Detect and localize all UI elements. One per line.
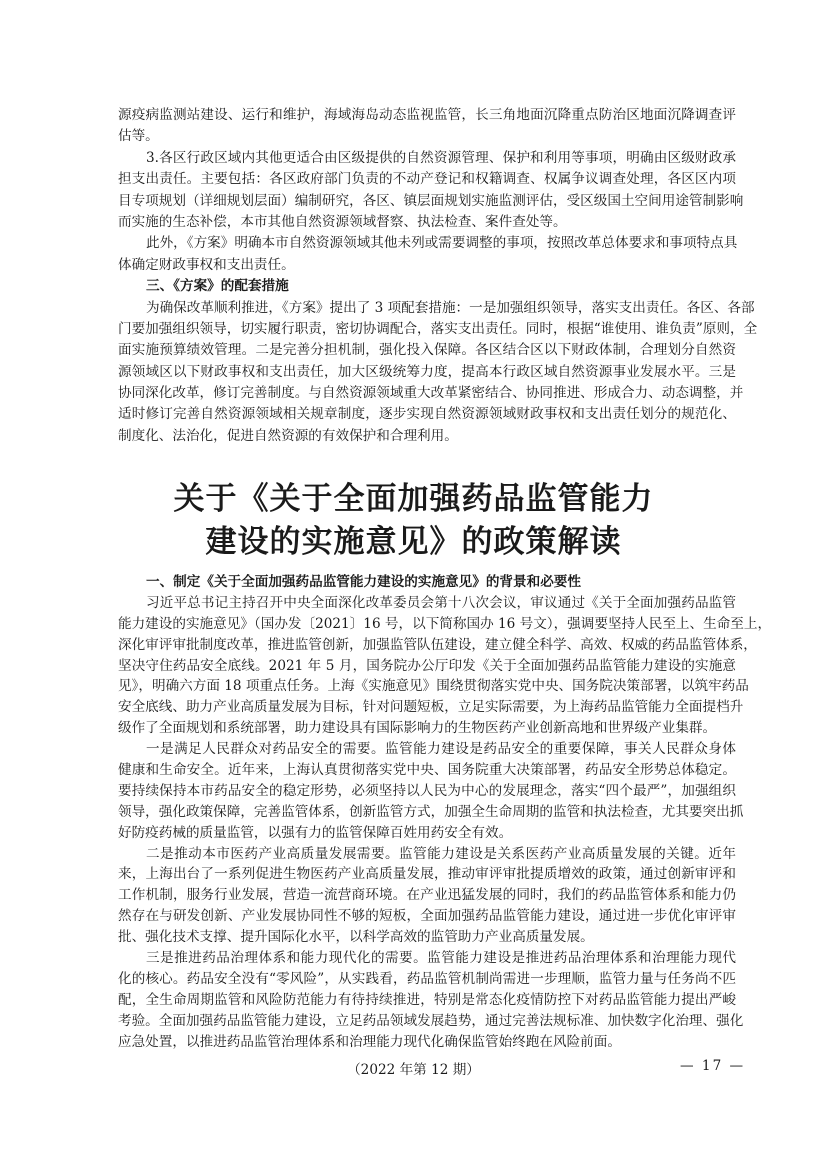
paragraph [118,105,736,148]
text-line: 习近平总书记主持召开中央全面深化改革委员会第十八次会议，审议通过《关于全面加强药品监管 [146,594,736,611]
text-line: 此外，《方案》明确本市自然资源领域其他未列或需要调整的事项，按照改革总体要求和事项特点具 [146,235,738,252]
issue-label: （2022 年第 12 期） [347,1062,480,1078]
text-line: 目专项规划（详细规划层面）编制研究，各区、镇层面规划实施监测评估，受区级国土空间用途管制影响 [118,192,744,209]
paragraph [118,844,736,948]
text-line: 应急处置，以推进药品监管治理体系和治理能力现代化确保监管始终跑在风险前面。 [118,1033,621,1050]
text-line: 体确定财政事权和支出责任。 [118,256,295,273]
text-line: 适时修订完善自然资源领域相关规章制度，逐步实现自然资源领域财政事权和支出责任划分的规范化、 [118,406,736,423]
text-line: 见》，明确六方面 18 项重点任务。上海《实施意见》围绕贯彻落实党中央、国务院决策部署，以筑牢药品 [118,678,749,695]
text-line: 深化审评审批制度改革，推进监管创新，加强监管队伍建设，建立健全科学、高效、权威的药品监管体系， [118,636,757,653]
paragraph [118,298,758,448]
text-line: 而实施的生态补偿，本市其他自然资源领域督察、执法检查、案件查处等。 [118,213,567,230]
text-line: 考验。全面加强药品监管能力建设，立足药品领域发展趋势，通过完善法规标准、加快数字化治理、强化 [118,1012,744,1029]
paragraph [118,948,744,1052]
text-line: 化的核心。药品安全没有“零风险”，从实践看，药品监管机制尚需进一步理顺，监管力量与任务尚不匹 [118,970,736,987]
paragraph [118,233,736,276]
paragraph [118,593,772,739]
text-line: 批、强化技术支撑、提升国际化水平，以科学高效的监管助力产业高质量发展。 [118,929,594,946]
text-line: 健康和生命安全。近年来，上海认真贯彻落实党中央、国务院重大决策部署，药品安全形势总体稳定。 [118,762,736,779]
article-title-line: 关于《关于全面加强药品监管能力 [173,481,654,517]
text-line: 好防疫药械的质量监管，以强有力的监管保障百姓用药安全有效。 [118,824,513,841]
text-line: 级作了全面规划和系统部署，助力建设具有国际影响力的生物医药产业创新高地和世界级产业集群。 [118,720,717,737]
section-heading: 一、制定《关于全面加强药品监管能力建设的实施意见》的背景和必要性 [146,574,581,590]
text-line: 源领域区以下财政事权和支出责任，加大区级统筹力度，提高本行政区域自然资源事业发展水平。三是 [118,363,736,380]
text-line: 领导，强化政策保障，完善监管体系，创新监管方式，加强全生命周期的监管和执法检查，尤其要突出抓 [118,803,744,820]
text-line: 3.各区行政区域内其他更适合由区级提供的自然资源管理、保护和利用等事项，明确由区级财政承 [146,149,736,166]
paragraph [118,739,744,843]
text-line: 要持续保持本市药品安全的稳定形势，必须坚持以人民为中心的发展理念，落实“四个最严”，加强组织 [118,782,736,799]
section-heading: 三、《方案》的配套措施 [146,278,289,295]
text-line: 安全底线、助力产业高质量发展为目标，针对问题短板，立足实际需要，为上海药品监管能力全面提档升 [118,699,744,716]
text-line: 来，上海出台了一系列促进生物医药产业高质量发展，推动审评审批提质增效的政策，通过创新审评和 [118,866,736,883]
article-title [0,478,827,564]
page-number: — 17 — [680,1058,746,1074]
text-line: 坚决守住药品安全底线。2021 年 5 月，国务院办公厅印发《关于全面加强药品监管能力建设的实施意 [118,657,736,674]
text-line: 源疫病监测站建设、运行和维护，海域海岛动态监视监管，长三角地面沉降重点防治区地面沉降调查评 [118,107,736,123]
paragraph [118,148,744,234]
text-line: 门要加强组织领导，切实履行职责，密切协调配合，落实支出责任。同时，根据“谁使用、谁负责”原则，全 [118,320,758,337]
article-body [118,572,772,1052]
text-line: 为确保改革顺利推进，《方案》提出了 3 项配套措施：一是加强组织领导，落实支出责任。各区、各部 [146,299,755,316]
text-line: 工作机制，服务行业发展，营造一流营商环境。在产业迅猛发展的同时，我们的药品监管体系和能力仍 [118,887,736,904]
text-line: 一是满足人民群众对药品安全的需要。监管能力建设是药品安全的重要保障，事关人民群众身体 [146,741,736,758]
previous-article-continuation [118,105,758,447]
text-line: 协同深化改革，修订完善制度。与自然资源领域重大改革紧密结合、协同推进、形成合力、动态调整，并 [118,385,744,402]
text-line: 能力建设的实施意见》（国办发〔2021〕16 号，以下简称国办 16 号文），强调要坚持人民至上、生命至上， [118,615,772,632]
text-line: 制度化、法治化，促进自然资源的有效保护和合理利用。 [118,427,458,444]
text-line: 估等。 [118,128,159,145]
text-line: 三是推进药品治理体系和能力现代化的需要。监管能力建设是推进药品治理体系和治理能力现代 [146,950,736,967]
article-title-line: 建设的实施意见》的政策解读 [205,524,622,560]
text-line: 配，全生命周期监管和风险防范能力有待持续推进，特别是常态化疫情防控下对药品监管能力提出严峻 [118,991,736,1008]
text-line: 二是推动本市医药产业高质量发展需要。监管能力建设是关系医药产业高质量发展的关键。近年 [146,845,736,862]
text-line: 然存在与研发创新、产业发展协同性不够的短板，全面加强药品监管能力建设，通过进一步优化审评审 [118,908,736,925]
text-line: 面实施预算绩效管理。二是完善分担机制，强化投入保障。各区结合区以下财政体制，合理划分自然资 [118,342,736,359]
text-line: 担支出责任。主要包括：各区政府部门负责的不动产登记和权籍调查、权属争议调查处理，各区区内项 [118,171,736,188]
